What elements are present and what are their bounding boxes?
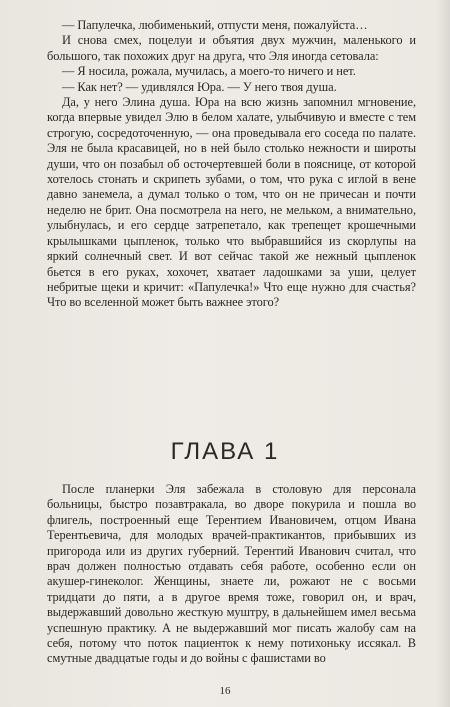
paragraph: — Я носила, рожала, мучилась, а моего-то ничего и нет. [62,64,356,79]
paragraph: После планерки Эля забежала в столовую для персонала больницы, быстро позавтракала, во дворе покурила и пошла во флигель, построенный еще Терентием Ивановичем, отцом Ивана Терентьевича, для молодых врачей-практикантов, прибывших из пригорода или из других губерний. Терентий Иванович считал, что врач должен полностью отдавать себя работе, особенно если он акушер-гинеколог. Женщины, знаете ли, рожают не с восьми тридцати до пяти, а в другое время тоже, говорил он, и врач, выдержавший довольно жесткую муштру, в дальнейшем имел весьма успешную практику. А не выдержавший мог писать жалобу сам на себя, потому что поток пациенток к нему потихоньку иссякал. В смутные двадцатые годы и до войны с фашистами во [47,482,416,666]
paragraph: Да, у него Элина душа. Юра на всю жизнь запомнил мгновение, когда впервые увидел Элю в белом халате, улыбчивую и вместе с тем строгую, сосредоточенную, — она проведывала его соседа по палате. Эля не была красавицей, но в ней было столько нежности и широты души, что он позабыл об осточертевшей боли в пояснице, от которой хотелось стонать и скрипеть зубами, о том, что рука с иглой в вене давно занемела, а думал только о том, что он не причесан и почти неделю не брит. Она посмотрела на него, не мельком, а внимательно, улыбнулась, и его сердце затрепетало, как трепещет крошечными крылышками цыпленок, только что выбравшийся из скорлупы на яркий солнечный свет. И вот сейчас такой же нежный цыпленок бьется в его руках, хохочет, хватает ладошками за уши, целует небритые щеки и кричит: «Папулечка!» Что еще нужно для счастья? Что во вселенной может быть важнее этого? [47,95,416,310]
paragraph: — Папулечка, любименький, отпусти меня, пожалуйста… [62,18,368,32]
top-text-block [47,18,416,311]
paragraph: И снова смех, поцелуи и объятия двух мужчин, маленького и большого, так похожих друг на друга, что Эля иногда сетовала: [47,33,416,63]
page-number: 16 [219,685,231,697]
paragraph: — Как нет? — удивлялся Юра. — У него твоя душа. [62,79,337,94]
chapter-title: ГЛАВА 1 [170,438,280,465]
page-gutter-shadow [436,0,450,707]
bottom-text-block [47,482,416,667]
